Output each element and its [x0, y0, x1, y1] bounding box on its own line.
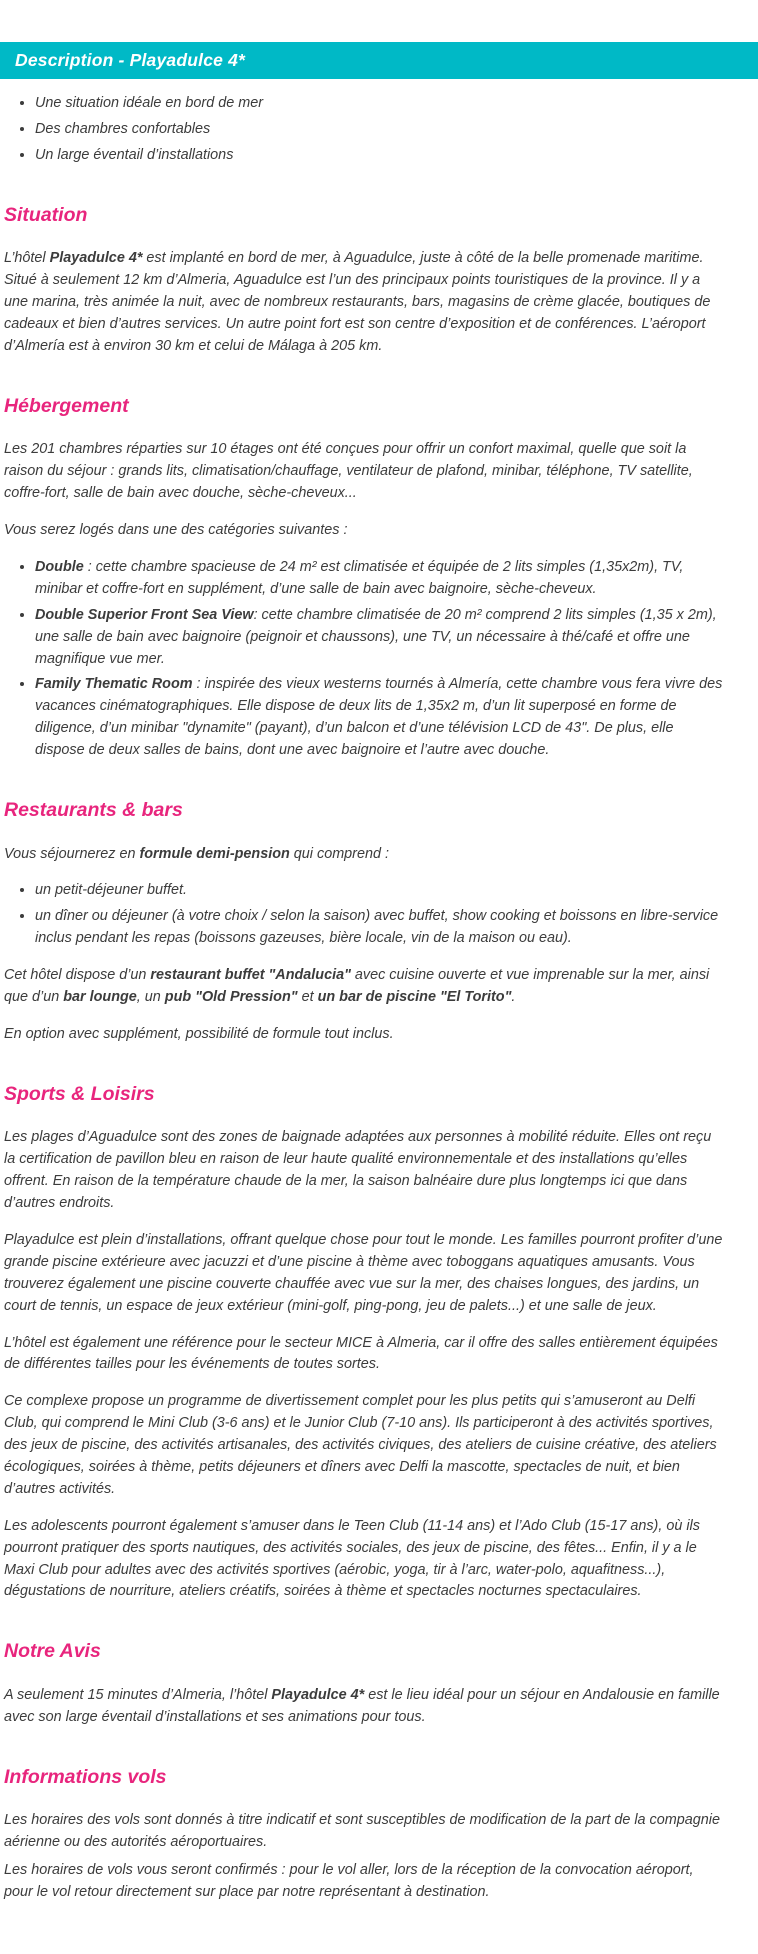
section-title-restaurants-bars: Restaurants & bars	[4, 798, 183, 821]
vols-paragraph-confirmation: Les horaires de vols vous seront confirmés : pour le vol aller, lors de la réception de la convocation aéroport, pour le vol retour directement sur place par notre représentant à destination.	[4, 1862, 694, 1901]
meal-item-breakfast: • un petit-déjeuner buffet.	[35, 880, 726, 902]
section-title-sports-loisirs: Sports & Loisirs	[4, 1082, 155, 1105]
section-title-notre-avis: Notre Avis	[4, 1640, 101, 1663]
intro-bullet: • Un large éventail d’installations	[35, 145, 726, 167]
section-title-situation: Situation	[4, 203, 88, 226]
room-category-family-thematic-room: • Family Thematic Room : inspirée des vieux westerns tournés à Almería, cette chambre vous fera vivre des vacances cinématographiques. Elle dispose de deux lits de 1,35x2 m, d’un lit superposé en forme de diligence, d’un minibar "dynamite" (payant), d’un balcon et d’une télévision LCD de 43". De plus, elle dispose de deux salles de bains, dont une avec baignoire et l’autre avec douche.	[35, 674, 726, 762]
page-title: Description - Playadulce 4*	[15, 50, 246, 70]
room-category-double: • Double : cette chambre spacieuse de 24 m² est climatisée et équipée de 2 lits simples (1,35x2m), TV, minibar et coffre-fort en supplément, d’une salle de bain avec baignoire, sèche-cheveux.	[35, 557, 726, 601]
hebergement-rooms-paragraph: Les 201 chambres réparties sur 10 étages ont été conçues pour offrir un confort maximal, quelle que soit la raison du séjour : grands lits, climatisation/chauffage, ventilateur de plafond, minibar, téléphone, TV satellite, coffre-fort, salle de bain avec douche, sèche-cheveux...	[4, 441, 693, 502]
vols-paragraph-indicatif: Les horaires des vols sont donnés à titre indicatif et sont susceptibles de modification de la part de la compagnie aérienne ou des autorités aéroportuaires.	[4, 1812, 720, 1851]
situation-paragraph: L’hôtel Playadulce 4* est implanté en bord de mer, à Aguadulce, juste à côté de la belle promenade maritime. Situé à seulement 12 km d’Almeria, Aguadulce est l’un des principaux points touristiques de la province. Il y a une marina, très animée la nuit, avec de nombreux restaurants, bars, magasins de crème glacée, boutiques de cadeaux et bien d’autres services. Un autre point fort est son centre d’exposition et de conférences. L’aéroport d’Almería est à environ 30 km et celui de Málaga à 205 km.	[4, 250, 711, 354]
section-title-hebergement: Hébergement	[4, 394, 129, 417]
sports-paragraph-kids-clubs: Ce complexe propose un programme de divertissement complet pour les plus petits qui s’amuseront au Delfi Club, qui comprend le Mini Club (3-6 ans) et le Junior Club (7-10 ans). Ils participeront à des activités sportives, des jeux de piscine, des activités artisanales, des activités civiques, des ateliers de cuisine créative, des ateliers écologiques, soirées à thème, petits déjeuners et dîners avec Delfi la mascotte, spectacles de nuit, et bien d’autres activités.	[4, 1393, 717, 1497]
intro-bullet-list	[4, 93, 726, 167]
sports-paragraph-pools-facilities: Playadulce est plein d’installations, offrant quelque chose pour tout le monde. Les familles pourront profiter d’une grande piscine extérieure avec jacuzzi et d’une piscine à thème avec toboggans aquatiques amusants. Vous trouverez également une piscine couverte chauffée avec vue sur la mer, des chaises longues, des jardins, un court de tennis, un espace de jeux extérieur (mini-golf, ping-pong, jeu de palets...) et une salle de jeux.	[4, 1232, 723, 1314]
room-category-double-superior-front-sea-view: • Double Superior Front Sea View: cette chambre climatisée de 20 m² comprend 2 lits simples (1,35 x 2m), une salle de bain avec baignoire (peignoir et chaussons), une TV, un nécessaire à thé/café et offre une magnifique vue mer.	[35, 605, 726, 671]
description-content	[0, 79, 758, 1954]
restaurants-bars-paragraph: Cet hôtel dispose d’un restaurant buffet "Andalucia" avec cuisine ouverte et vue imprenable sur la mer, ainsi que d’un bar lounge, un pub "Old Pression" et un bar de piscine "El Torito".	[4, 967, 710, 1006]
meal-item-dinner-lunch: • un dîner ou déjeuner (à votre choix / selon la saison) avec buffet, show cooking et boissons en libre-service inclus pendant les repas (boissons gazeuses, bière locale, vin de la maison ou eau).	[35, 906, 726, 950]
hebergement-categories-intro: Vous serez logés dans une des catégories suivantes :	[4, 522, 348, 539]
sports-paragraph-mice: L’hôtel est également une référence pour le secteur MICE à Almeria, car il offre des salles entièrement équipées de différentes tailles pour les événements de toutes sortes.	[4, 1334, 718, 1373]
sports-paragraph-teens-adults-clubs: Les adolescents pourront également s’amuser dans le Teen Club (11-14 ans) et l’Ado Club (15-17 ans), où ils pourront pratiquer des sports nautiques, des activités sociales, des jeux de piscine, des fêtes... Enfin, il y a le Maxi Club pour adultes avec des activités sportives (aérobic, yoga, tir à l’arc, water-polo, aquafitness...), dégustations de nourriture, ateliers créatifs, soirées à thème et spectacles nocturnes spectaculaires.	[4, 1517, 700, 1600]
intro-bullet: • Une situation idéale en bord de mer	[35, 93, 726, 115]
room-category-list	[4, 557, 726, 762]
sports-paragraph-beaches: Les plages d’Aguadulce sont des zones de baignade adaptées aux personnes à mobilité réduite. Elles ont reçu la certification de pavillon bleu en raison de leur haute qualité environnementale et des installations qu’elles offrent. En raison de la température chaude de la mer, la saison balnéaire dure plus longtemps ici que dans d’autres endroits.	[4, 1129, 712, 1212]
section-title-informations-vols: Informations vols	[4, 1765, 167, 1788]
intro-bullet: • Des chambres confortables	[35, 119, 726, 141]
all-inclusive-option-note: En option avec supplément, possibilité de formule tout inclus.	[4, 1025, 394, 1042]
notre-avis-paragraph: A seulement 15 minutes d’Almeria, l’hôtel Playadulce 4* est le lieu idéal pour un séjour en Andalousie en famille avec son large éventail d’installations et ses animations pour tous.	[4, 1686, 720, 1725]
board-basis-intro: Vous séjournerez en formule demi-pension qui comprend :	[4, 845, 389, 862]
meal-list	[4, 880, 726, 950]
description-header-bar	[0, 42, 758, 79]
